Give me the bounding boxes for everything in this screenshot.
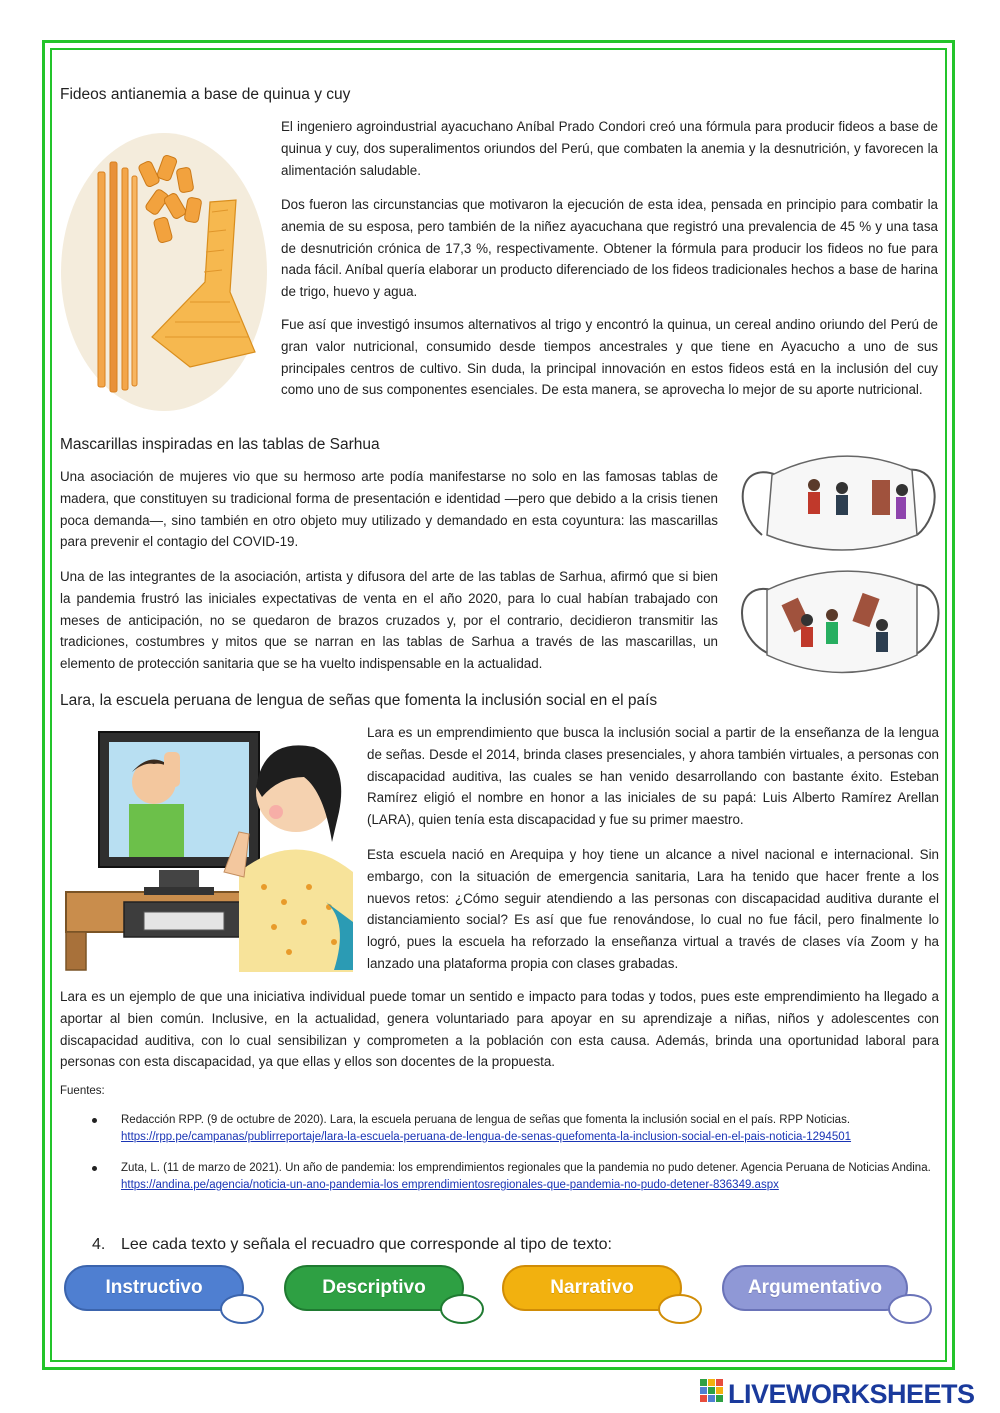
option-narrativo: Narrativo [502, 1265, 682, 1311]
brand-name: LIVEWORKSHEETS [728, 1378, 975, 1409]
liveworksheets-logo[interactable] [700, 1378, 975, 1410]
option-instructivo: Instructivo [64, 1265, 244, 1311]
paragraph: Lara es un ejemplo de que una iniciativa individual puede tomar un sentido e impacto para todas y todos, pues este emprendimiento ha llegado a aportar al bien común. Inclusive, en la actualidad, genera voluntariado para apoyar en su aprendizaje a niñas, niños y adolescentes con discapacidad auditiva, con lo cual sensibilizan y comprometen a la población con esta causa. Además, brinda una oportunidad laboral para personas con esta discapacidad, ya que ellas y ellos son docentes de la propuesta. [60, 989, 939, 1070]
option-argumentativo: Argumentativo [722, 1265, 908, 1311]
bullet [92, 1118, 97, 1123]
sign-language-illustration [64, 722, 354, 972]
paragraph: Lara es un emprendimiento que busca la inclusión social a partir de la enseñanza de la lengua de señas. Desde el 2014, brinda clases presenciales, y ahora también virtuales, a personas con discapacidad auditiva, las cuales se han venido desarrollando con bastante éxito. Esteban Ramírez eligió el nombre en honor a las iniciales de su papá: Luis Alberto Ramírez Arellan (LARA), quien tenía esta discapacidad y fue su primer maestro. [367, 725, 939, 828]
liveworksheets-grid-icon [700, 1379, 724, 1409]
masks-illustration [732, 440, 942, 690]
sources-label: Fuentes: [60, 1085, 105, 1097]
section-title-noodles: Fideos antianemia a base de quinua y cuy [60, 86, 351, 103]
answer-box-argumentativo[interactable] [888, 1294, 932, 1324]
source-item [121, 1160, 939, 1194]
noodles-illustration [60, 132, 268, 412]
source-link[interactable]: https://andina.pe/agencia/noticia-un-ano-pandemia-los emprendimientosregionales-que-pandemia-no-pudo-detener-836349.aspx [121, 1179, 779, 1191]
paragraph: El ingeniero agroindustrial ayacuchano Aníbal Prado Condori creó una fórmula para producir fideos a base de quinua y cuy, dos superalimentos oriundos del Perú, que combaten la anemia y la desnutrición, y favorecen la alimentación saludable. [281, 119, 938, 178]
bullet [92, 1166, 97, 1171]
source-text: Redacción RPP. (9 de octubre de 2020). Lara, la escuela peruana de lengua de señas que fomenta la inclusión social en el país. RPP Noticias. [121, 1114, 851, 1126]
answer-box-descriptivo[interactable] [440, 1294, 484, 1324]
paragraph: Dos fueron las circunstancias que motivaron la ejecución de esta idea, pensada en principio para combatir la anemia de su esposa, pero también de la niñez ayacuchana que registró una prevalencia de 45 % y una tasa de desnutrición crónica de 17,3 %, respectivamente. Obtener la fórmula para producir los fideos no fue para nada fácil. Aníbal quería elaborar un producto diferenciado de los fideos tradicionales hechos a base de harina de trigo, huevo y agua. [281, 197, 938, 300]
source-item [121, 1112, 939, 1146]
paragraph: Una de las integrantes de la asociación, artista y difusora del arte de las tablas de Sarhua, afirmó que si bien la pandemia frustró las iniciales expectativas de venta en el año 2020, para lo cual habían trabajado con meses de anticipación, no se quedaron de brazos cruzados y, por el contrario, decidieron transmitir las tradiciones, costumbres y mitos que se narran en las tablas de Sarhua a través de las mascarillas, un elemento de protección sanitaria que se ha vuelto indispensable en la actualidad. [60, 569, 718, 672]
option-descriptivo: Descriptivo [284, 1265, 464, 1311]
section-title-masks: Mascarillas inspiradas en las tablas de Sarhua [60, 436, 380, 453]
question-text: Lee cada texto y señala el recuadro que corresponde al tipo de texto: [121, 1236, 612, 1253]
answer-box-narrativo[interactable] [658, 1294, 702, 1324]
source-link[interactable]: https://rpp.pe/campanas/publirreportaje/lara-la-escuela-peruana-de-lengua-de-senas-quefomenta-la-inclusion-social-en-el-pais-noticia-1294501 [121, 1131, 852, 1143]
paragraph: Esta escuela nació en Arequipa y hoy tiene un alcance a nivel nacional e internacional. Sin embargo, con la situación de emergencia sanitaria, Lara ha tenido que hacer frente a los nuevos retos: ¿Cómo seguir atendiendo a las personas con discapacidad auditiva durante el distanciamiento social? Es así que fue renovándose, lo cual no fue fácil, pero finalmente lo logró, pues la escuela ha reforzado la enseñanza virtual a través de clases vía Zoom y ha lanzado una plataforma propia con clases grabadas. [367, 847, 939, 971]
question-number: 4. [92, 1236, 106, 1253]
source-text: Zuta, L. (11 de marzo de 2021). Un año de pandemia: los emprendimientos regionales que la pandemia no pudo detener. Agencia Peruana de Noticias Andina. [121, 1162, 931, 1174]
section-title-lara: Lara, la escuela peruana de lengua de señas que fomenta la inclusión social en el país [60, 692, 658, 709]
paragraph: Fue así que investigó insumos alternativos al trigo y encontró la quinua, un cereal andino oriundo del Perú de gran valor nutricional, consumido desde tiempos ancestrales y que tiene en Ayacucho a uno de sus principales centros de cultivo. Sin duda, la principal innovación en estos fideos está en la inclusión del cuy como uno de sus componentes esenciales. De esta manera, se aprovecha lo mejor de su aporte nutricional. [281, 317, 938, 398]
paragraph: Una asociación de mujeres vio que su hermoso arte podía manifestarse no solo en las famosas tablas de madera, que constituyen su tradicional forma de presentación e identidad —pero que debido a la crisis tienen poca demanda—, sino también en otro objeto muy utilizado y demandado en esta coyuntura: las mascarillas para prevenir el contagio del COVID-19. [60, 469, 718, 550]
answer-box-instructivo[interactable] [220, 1294, 264, 1324]
